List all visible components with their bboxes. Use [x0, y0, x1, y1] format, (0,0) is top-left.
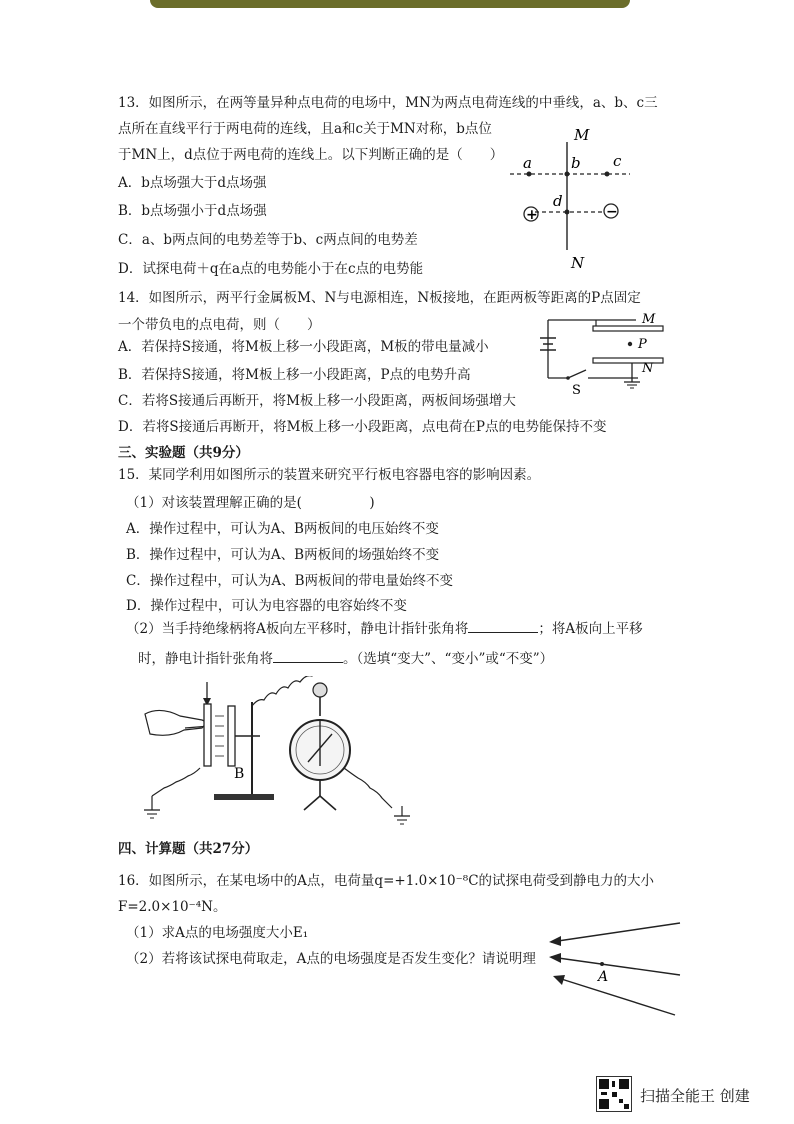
- q15-part2-line2: [138, 650, 553, 668]
- q13-stem-line3: 于MN上，d点位于两电荷的连线上。以下判断正确的是（ ）: [118, 147, 504, 163]
- q13-option-d: D．试探电荷＋q在a点的电势能小于在c点的电势能: [118, 261, 424, 277]
- q14-label-S: S: [572, 383, 581, 398]
- q15-option-d: D．操作过程中，可认为电容器的电容始终不变: [126, 598, 407, 614]
- q14-stem-line2: 一个带负电的点电荷，则（ ）: [118, 317, 321, 333]
- q15-option-b: B．操作过程中，可认为A、B两板间的场强始终不变: [126, 547, 440, 563]
- qr-code-icon: [596, 1076, 632, 1112]
- q15-answer-blank-2: [273, 650, 343, 663]
- q14-option-a: A．若保持S接通，将M板上移一小段距离，M板的带电量减小: [118, 339, 489, 355]
- q16-stem-line1: 16．如图所示，在某电场中的A点，电荷量q=+1.0×10⁻⁸C的试探电荷受到静电力的大小: [118, 873, 655, 889]
- q13-label-M: M: [574, 126, 590, 144]
- q13-label-b: b: [571, 154, 581, 172]
- q15-part2-text-c: 时，静电计指针张角将: [138, 651, 273, 667]
- watermark-text: 扫描全能王 创建: [640, 1087, 750, 1105]
- q14-label-M: M: [642, 312, 656, 327]
- q16-part2: （2）若将该试探电荷取走，A点的电场强度是否发生变化？请说明理: [126, 951, 536, 967]
- q13-label-minus: −: [606, 204, 618, 220]
- q13-option-c: C．a、b两点间的电势差等于b、c两点间的电势差: [118, 232, 418, 248]
- q14-capacitor-diagram: [528, 308, 668, 398]
- q14-option-c: C．若将S接通后再断开，将M板上移一小段距离，两板间场强增大: [118, 393, 516, 409]
- q15-part1: （1）对该装置理解正确的是( ): [126, 495, 375, 511]
- q15-electrometer-apparatus: [140, 676, 420, 832]
- q14-stem-line1: 14．如图所示，两平行金属板M、N与电源相连，N板接地，在距两板等距离的P点固定: [118, 290, 641, 306]
- q15-part2-text-d: 。（选填“变大”、“变小”或“不变”）: [343, 651, 554, 667]
- q16-stem-line2: F=2.0×10⁻⁴N。: [118, 899, 227, 915]
- q15-option-a: A．操作过程中，可认为A、B两板间的电压始终不变: [126, 521, 439, 537]
- q13-stem-line2: 点所在直线平行于两电荷的连线，且a和c关于MN对称，b点位: [118, 121, 492, 137]
- q14-option-d: D．若将S接通后再断开，将M板上移一小段距离，点电荷在P点的电势能保持不变: [118, 419, 607, 435]
- q13-label-a: a: [523, 154, 532, 172]
- q16-label-A: A: [598, 969, 609, 985]
- q15-option-c: C．操作过程中，可认为A、B两板间的带电量始终不变: [126, 573, 453, 589]
- q13-stem-line1: 13．如图所示，在两等量异种点电荷的电场中，MN为两点电荷连线的中垂线，a、b、c三: [118, 95, 658, 111]
- q13-label-plus: +: [526, 207, 538, 223]
- q15-stem: 15．某同学利用如图所示的装置来研究平行板电容器电容的影响因素。: [118, 467, 541, 483]
- q13-field-diagram: [505, 122, 640, 272]
- q15-answer-blank-1: [468, 620, 538, 633]
- q13-label-d: d: [553, 192, 563, 210]
- q13-option-a: A．b点场强大于d点场强: [118, 175, 267, 191]
- q16-part1: （1）求A点的电场强度大小E₁: [126, 925, 309, 941]
- q13-label-c: c: [613, 152, 622, 170]
- q14-label-P: P: [638, 337, 647, 352]
- q14-option-b: B．若保持S接通，将M板上移一小段距离，P点的电势升高: [118, 367, 471, 383]
- q13-label-N: N: [571, 254, 585, 272]
- q15-label-B: B: [234, 766, 245, 782]
- q14-label-N: N: [642, 361, 654, 376]
- section-3-heading: 三、实验题（共9分）: [118, 445, 249, 461]
- scanner-watermark: [596, 1076, 786, 1112]
- q16-field-lines-diagram: [545, 915, 685, 1020]
- q13-option-b: B．b点场强小于d点场强: [118, 203, 267, 219]
- q15-part2-text-b: ；将A板向上平移: [538, 621, 643, 637]
- q15-part2-text-a: （2）当手持绝缘柄将A板向左平移时，静电计指针张角将: [126, 621, 469, 637]
- q15-part2-line1: [126, 620, 643, 638]
- section-4-heading: 四、计算题（共27分）: [118, 841, 259, 857]
